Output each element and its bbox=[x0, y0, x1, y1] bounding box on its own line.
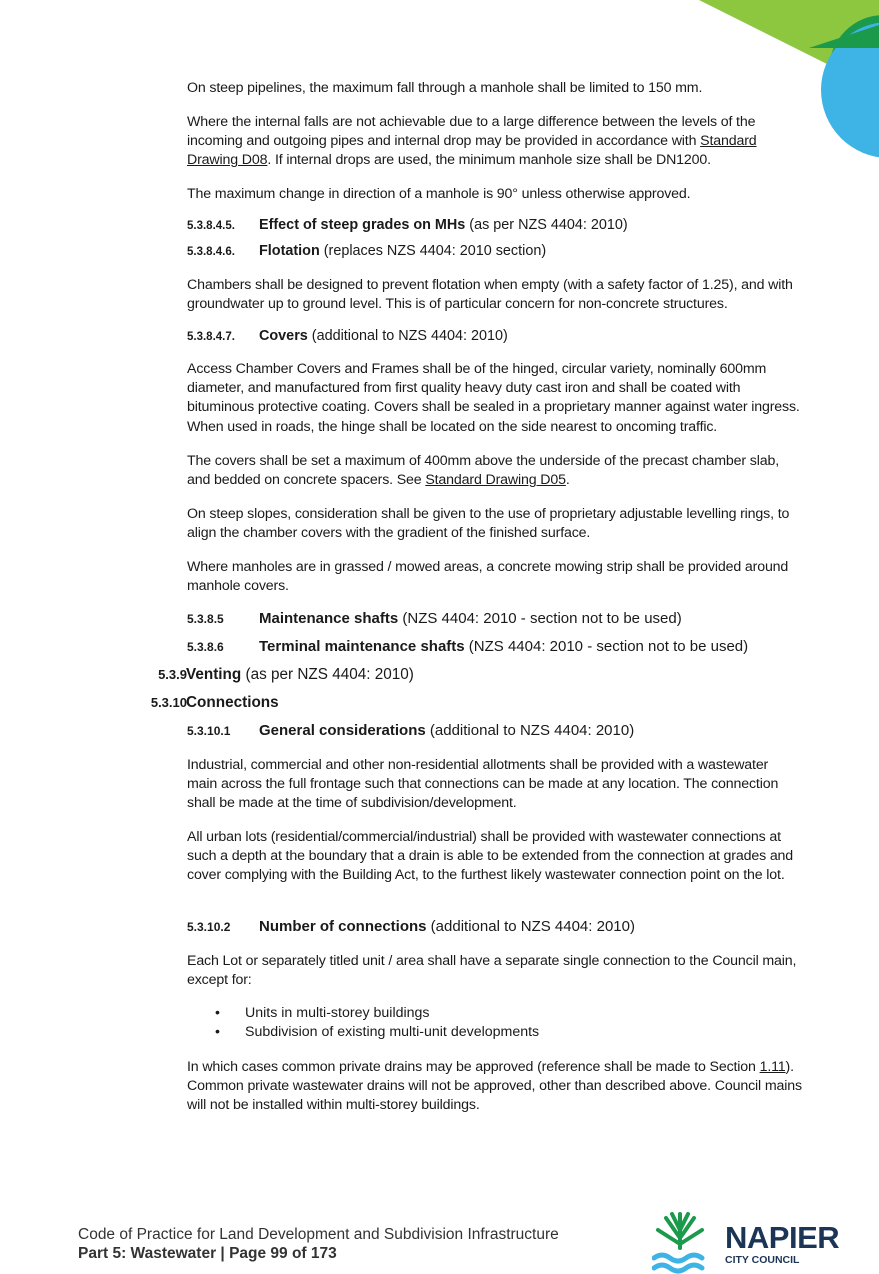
paragraph-internal-drops: Where the internal falls are not achievable due to a large difference between the levels of the incoming and outgoing pipes and internal drop may be provided in accordance with Standard Drawing D08. If internal drops are used, the minimum manhole size shall be DN1200. bbox=[187, 114, 757, 169]
heading-5-3-8-4-5: 5.3.8.4.5. Effect of steep grades on MHs (as per NZS 4404: 2010) bbox=[187, 217, 628, 233]
paragraph-steep-slopes: On steep slopes, consideration shall be given to the use of proprietary adjustable levelling rings, to align the chamber covers with the gradient of the finished surface. bbox=[187, 506, 790, 542]
heading-5-3-8-5: 5.3.8.5 Maintenance shafts (NZS 4404: 2010 - section not to be used) bbox=[187, 610, 682, 627]
heading-5-3-10: 5.3.10Connections bbox=[150, 694, 279, 711]
list-item: • Subdivision of existing multi-unit developments bbox=[215, 1024, 540, 1041]
heading-5-3-8-4-6: 5.3.8.4.6. Flotation (replaces NZS 4404: 2010 section) bbox=[187, 243, 547, 259]
heading-5-3-9: 5.3.9Venting (as per NZS 4404: 2010) bbox=[158, 666, 414, 683]
footer-page-info: Part 5: Wastewater | Page 99 of 173 bbox=[78, 1245, 337, 1262]
page-footer bbox=[78, 1225, 559, 1263]
paragraph-mowing-strip: Where manholes are in grassed / mowed areas, a concrete mowing strip shall be provided around manhole covers. bbox=[187, 559, 789, 595]
paragraph-urban-lots: All urban lots (residential/commercial/industrial) shall be provided with wastewater connections at such a depth at the boundary that a drain is able to be extended from the connection at grades and cover complying with the Building Act, to the furthest likely wastewater connection point on the lot. bbox=[187, 829, 794, 884]
paragraph-common-drains: In which cases common private drains may be approved (reference shall be made to Section 1.11). Common private wastewater drains will not be approved, other than described above. Council mains will not be installed within multi-storey buildings. bbox=[187, 1059, 802, 1114]
paragraph-direction-change: The maximum change in direction of a manhole is 90° unless otherwise approved. bbox=[187, 186, 691, 202]
paragraph-max-fall: On steep pipelines, the maximum fall through a manhole shall be limited to 150 mm. bbox=[187, 80, 703, 96]
paragraph-covers-set: The covers shall be set a maximum of 400mm above the underside of the precast chamber slab, and bedded on concrete spacers. See Standard Drawing D05. bbox=[187, 453, 779, 489]
link-standard-drawing-d05[interactable]: Standard Drawing D05 bbox=[425, 472, 566, 489]
heading-5-3-8-4-7: 5.3.8.4.7. Covers (additional to NZS 4404: 2010) bbox=[187, 328, 508, 344]
footer-document-title: Code of Practice for Land Development and Subdivision Infrastructure bbox=[78, 1226, 559, 1243]
exception-list bbox=[187, 1004, 539, 1042]
logo-wordmark: NAPIER CITY COUNCIL bbox=[725, 1220, 840, 1266]
link-section-1-11[interactable]: 1.11 bbox=[759, 1059, 786, 1075]
list-item: • Units in multi-storey buildings bbox=[215, 1005, 430, 1021]
link-standard-drawing-d08[interactable]: Standard Drawing D08 bbox=[187, 133, 757, 169]
paragraph-non-residential: Industrial, commercial and other non-residential allotments shall be provided with a wastewater main across the full frontage such that connections can be made at any location. The connection shall be made at the time of subdivision/development. bbox=[187, 757, 779, 812]
paragraph-separate-connection: Each Lot or separately titled unit / area shall have a separate single connection to the Council main, except for: bbox=[187, 953, 797, 989]
heading-5-3-10-1: 5.3.10.1 General considerations (additional to NZS 4404: 2010) bbox=[187, 722, 635, 739]
heading-5-3-10-2: 5.3.10.2 Number of connections (additional to NZS 4404: 2010) bbox=[187, 918, 635, 935]
paragraph-flotation: Chambers shall be designed to prevent flotation when empty (with a safety factor of 1.25), and with groundwater up to ground level. This is of particular concern for non-concrete structures. bbox=[187, 277, 793, 313]
heading-5-3-8-6: 5.3.8.6 Terminal maintenance shafts (NZS 4404: 2010 - section not to be used) bbox=[187, 638, 749, 655]
paragraph-covers-frames: Access Chamber Covers and Frames shall be of the hinged, circular variety, nominally 600mm diameter, and manufactured from first quality heavy duty cast iron and shall be coated with bituminous protective coating. Covers shall be sealed in a proprietary manner against water ingress. When used in roads, the hinge shall be located on the side nearest to oncoming traffic. bbox=[187, 361, 800, 435]
